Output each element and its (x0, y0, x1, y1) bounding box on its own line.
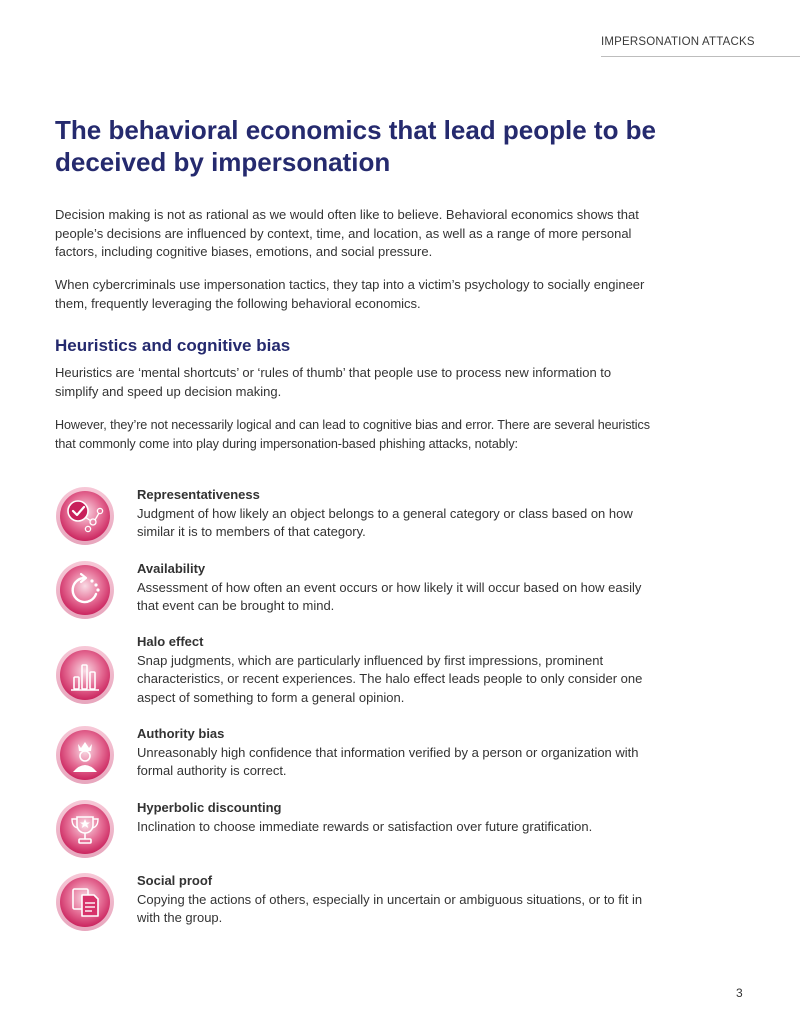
section-paragraph-2: However, they’re not necessarily logical and can lead to cognitive bias and error. There are several heuristics that commonly come into play during impersonation-based phishing attacks, notably: (55, 418, 650, 451)
intro-paragraph-2: When cybercriminals use impersonation tactics, they tap into a victim’s psychology to socially engineer them, frequently leveraging the following behavioral economics. (55, 277, 645, 311)
bar-chart-icon (55, 645, 115, 705)
list-item-halo-effect (55, 633, 675, 713)
list-item-authority-bias (55, 725, 675, 787)
item-description: Copying the actions of others, especially in uncertain or ambiguous situations, or to fit in with the group. (137, 891, 643, 925)
section-title: Heuristics and cognitive bias (55, 336, 291, 355)
item-description: Unreasonably high confidence that information verified by a person or organization with formal authority is correct. (137, 744, 639, 778)
checkmark-network-icon (55, 486, 115, 546)
documents-icon (55, 872, 115, 932)
list-item-hyperbolic-discounting (55, 799, 675, 861)
item-title: Representativeness (137, 487, 260, 502)
item-description: Snap judgments, which are particularly influenced by first impressions, prominent characteristics, or recent experiences. The halo effect leads people to only consider one aspect of something to form a general opinion. (137, 652, 643, 705)
item-description: Assessment of how often an event occurs or how likely it will occur based on how easily that event can be brought to mind. (137, 579, 642, 613)
section-paragraph-1: Heuristics are ‘mental shortcuts’ or ‘rules of thumb’ that people use to process new information to simplify and speed up decision making. (55, 365, 612, 399)
item-description: Inclination to choose immediate rewards or satisfaction over future gratification. (137, 818, 593, 834)
item-title: Availability (137, 561, 206, 576)
list-item-social-proof (55, 872, 675, 934)
item-title: Social proof (137, 873, 213, 888)
item-title: Hyperbolic discounting (137, 800, 282, 815)
intro-paragraph-1: Decision making is not as rational as we would often like to believe. Behavioral economics shows that people’s decisions are influenced by context, time, and location, as well as a range of more personal factors, including cognitive biases, emotions, and social pressure. (55, 207, 639, 259)
item-description: Judgment of how likely an object belongs to a general category or class based on how similar it is to members of that category. (137, 505, 633, 539)
list-item-representativeness (55, 486, 675, 548)
page-number: 3 (736, 986, 743, 1000)
item-title: Halo effect (137, 634, 204, 649)
item-title: Authority bias (137, 726, 225, 741)
circular-arrow-icon (55, 560, 115, 620)
list-item-availability (55, 560, 675, 622)
page-title: The behavioral economics that lead people to be deceived by impersonation (55, 115, 657, 177)
page-header (601, 34, 800, 57)
trophy-icon (55, 799, 115, 859)
header-label: IMPERSONATION ATTACKS (601, 36, 755, 48)
crowned-person-icon (55, 725, 115, 785)
